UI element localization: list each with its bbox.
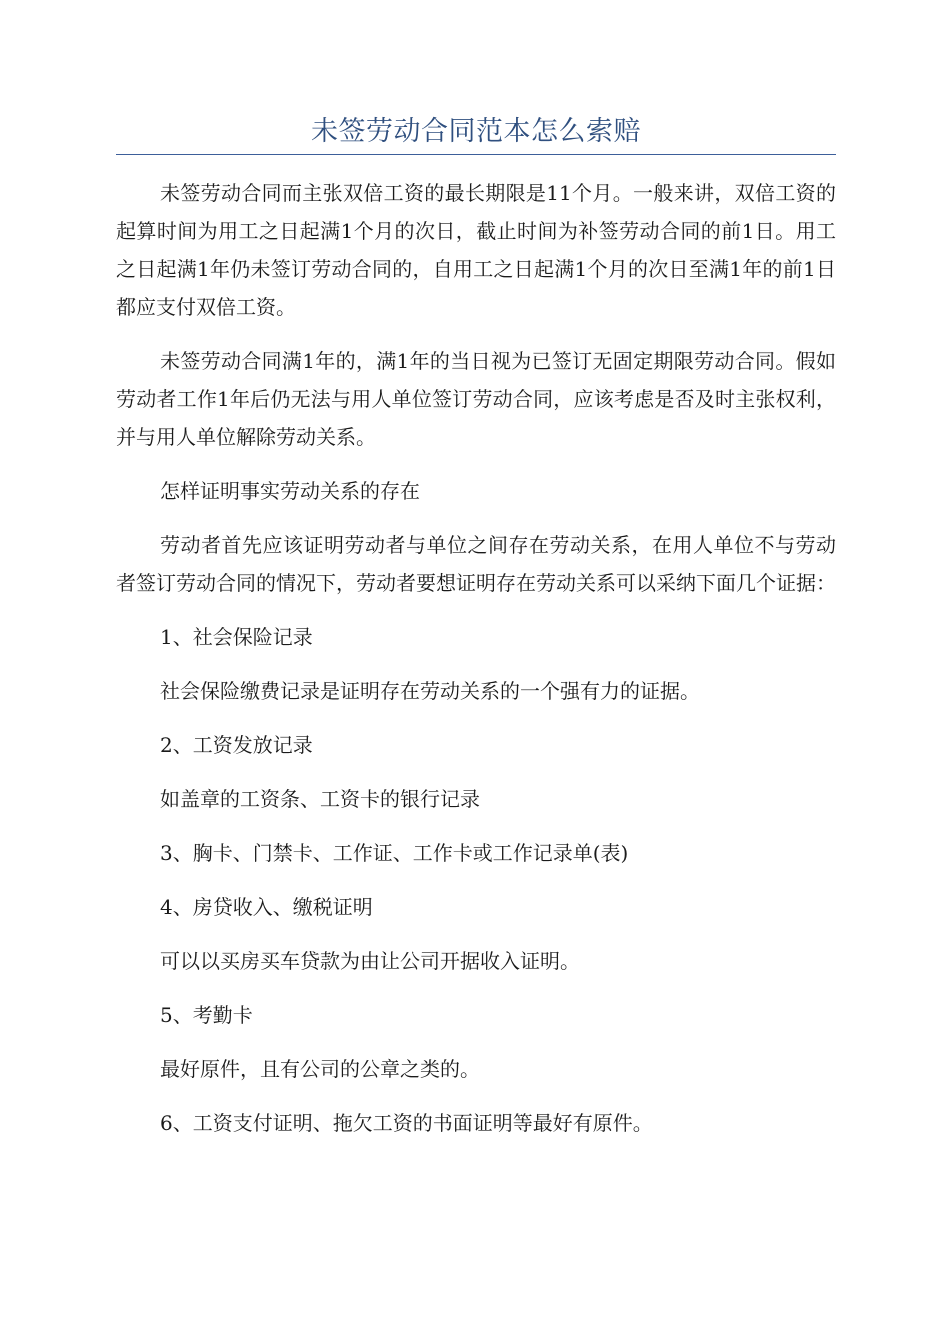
document-title: 未签劳动合同范本怎么索赔 [311,116,641,147]
list-item-5: 5、考勤卡 [160,1003,253,1027]
list-item-5-detail: 最好原件，且有公司的公章之类的。 [160,1057,480,1081]
list-item-1: 1、社会保险记录 [160,625,313,649]
list-item-2-detail: 如盖章的工资条、工资卡的银行记录 [160,787,480,811]
title-underline [116,154,836,155]
list-item-3: 3、胸卡、门禁卡、工作证、工作卡或工作记录单(表) [160,841,629,865]
document-body [116,174,836,1158]
document-page [116,0,836,1344]
paragraph-one-year-rule: 未签劳动合同满1年的，满1年的当日视为已签订无固定期限劳动合同。假如劳动者工作1年后仍无法与用人单位签订劳动合同，应该考虑是否及时主张权利，并与用人单位解除劳动关系。 [116,349,836,449]
paragraph-double-wage-period: 未签劳动合同而主张双倍工资的最长期限是11个月。一般来讲，双倍工资的起算时间为用工之日起满1个月的次日，截止时间为补签劳动合同的前1日。用工之日起满1年仍未签订劳动合同的，自用工之日起满1个月的次日至满1年的前1日都应支付双倍工资。 [116,181,836,319]
list-item-4-detail: 可以以买房买车贷款为由让公司开据收入证明。 [160,949,580,973]
list-item-2: 2、工资发放记录 [160,733,313,757]
list-item-1-detail: 社会保险缴费记录是证明存在劳动关系的一个强有力的证据。 [160,679,700,703]
paragraph-proof-intro: 劳动者首先应该证明劳动者与单位之间存在劳动关系，在用人单位不与劳动者签订劳动合同的情况下，劳动者要想证明存在劳动关系可以采纳下面几个证据： [116,533,836,595]
list-item-4: 4、房贷收入、缴税证明 [160,895,373,919]
section-heading-proof: 怎样证明事实劳动关系的存在 [160,479,420,503]
list-item-6: 6、工资支付证明、拖欠工资的书面证明等最好有原件。 [160,1111,653,1135]
